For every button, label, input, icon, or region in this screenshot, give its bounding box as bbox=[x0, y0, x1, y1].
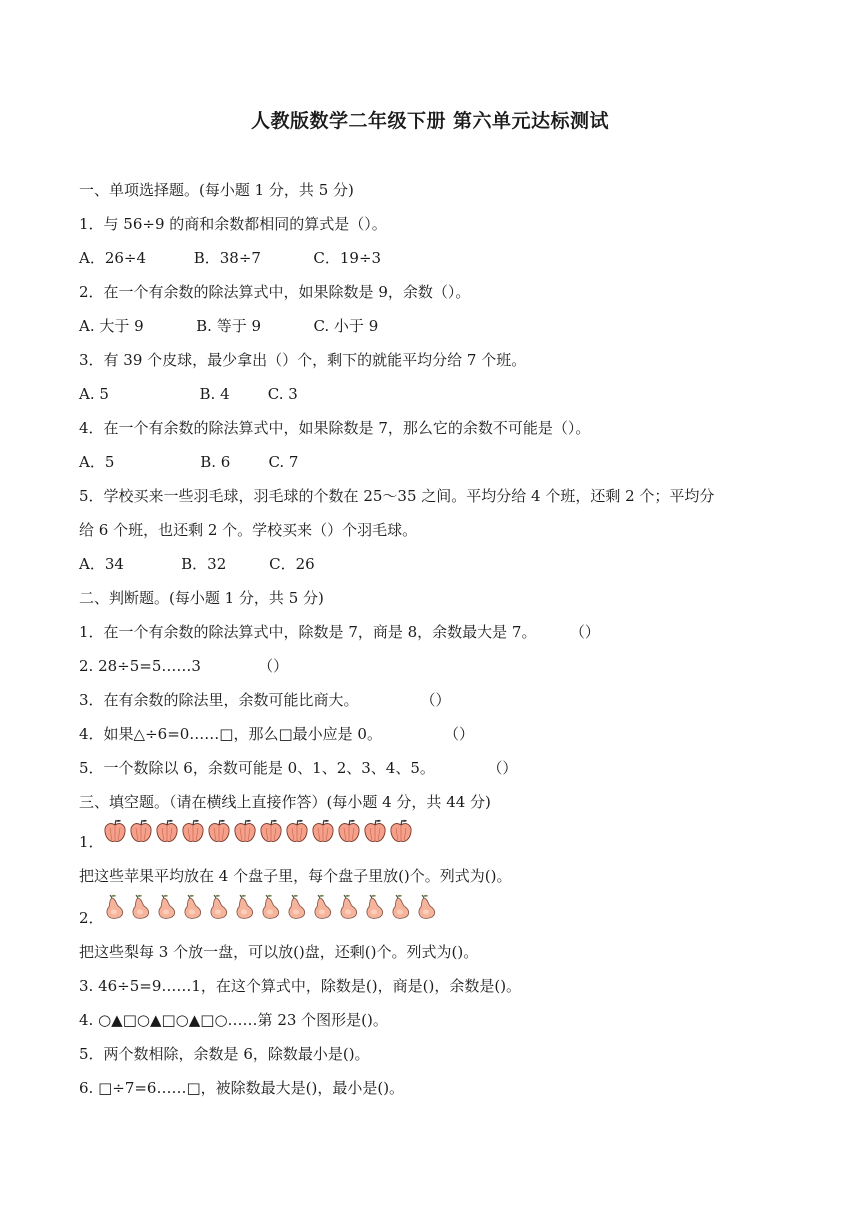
pear-icon bbox=[259, 894, 283, 920]
apple-icon bbox=[363, 818, 387, 844]
section-3-heading: 三、填空题。（请在横线上直接作答）(每小题 4 分，共 44 分) bbox=[79, 793, 491, 811]
fill-question-line: 6. □÷7=6……□，被除数最大是()，最小是()。 bbox=[79, 1079, 405, 1097]
pear-icon bbox=[389, 894, 413, 920]
apple-icon bbox=[233, 818, 257, 844]
judgement-line: 1．在一个有余数的除法算式中，除数是 7，商是 8，余数最大是 7。 （） bbox=[79, 623, 600, 641]
question-line: 3．有 39 个皮球，最少拿出（）个，剩下的就能平均分给 7 个班。 bbox=[79, 351, 527, 369]
apple-icon bbox=[103, 818, 127, 844]
question-line: 1．与 56÷9 的商和余数都相同的算式是（）。 bbox=[79, 215, 387, 233]
apple-icon bbox=[389, 818, 413, 844]
fill-question-line: 把这些梨每 3 个放一盘，可以放()盘，还剩()个。列式为()。 bbox=[79, 943, 479, 961]
document-title: 人教版数学二年级下册 第六单元达标测试 bbox=[250, 110, 610, 132]
section-2-heading: 二、判断题。(每小题 1 分，共 5 分) bbox=[79, 589, 324, 607]
apple-icon bbox=[207, 818, 231, 844]
fill-question-number: 2． bbox=[79, 909, 104, 927]
options-line: A．26÷4 B．38÷7 C．19÷3 bbox=[79, 249, 382, 267]
apple-icon bbox=[285, 818, 309, 844]
apple-icon bbox=[337, 818, 361, 844]
pear-icon bbox=[181, 894, 205, 920]
options-line: A．5 B. 6 C. 7 bbox=[79, 453, 299, 471]
question-line: 5．学校买来一些羽毛球，羽毛球的个数在 25～35 之间。平均分给 4 个班，还剩 2 个；平均分 bbox=[79, 487, 715, 505]
pear-icon bbox=[311, 894, 335, 920]
pear-icon bbox=[363, 894, 387, 920]
apple-icon bbox=[181, 818, 205, 844]
fill-question-line: 把这些苹果平均放在 4 个盘子里，每个盘子里放()个。列式为()。 bbox=[79, 867, 512, 885]
pear-icon bbox=[129, 894, 153, 920]
apple-row bbox=[103, 818, 413, 844]
pear-icon bbox=[233, 894, 257, 920]
pear-icon bbox=[337, 894, 361, 920]
fill-question-line: 5．两个数相除，余数是 6，除数最小是()。 bbox=[79, 1045, 370, 1063]
apple-icon bbox=[259, 818, 283, 844]
section-1-heading: 一、单项选择题。(每小题 1 分，共 5 分) bbox=[79, 181, 354, 199]
judgement-line: 5．一个数除以 6，余数可能是 0、1、2、3、4、5。 （） bbox=[79, 759, 518, 777]
options-line: A. 大于 9 B. 等于 9 C. 小于 9 bbox=[79, 317, 379, 335]
pear-row bbox=[103, 894, 439, 920]
question-line-continued: 给 6 个班，也还剩 2 个。学校买来（）个羽毛球。 bbox=[79, 521, 418, 539]
options-line: A．34 B．32 C．26 bbox=[79, 555, 315, 573]
fill-question-number: 1． bbox=[79, 833, 104, 851]
question-line: 2．在一个有余数的除法算式中，如果除数是 9，余数（）。 bbox=[79, 283, 471, 301]
judgement-line: 3．在有余数的除法里，余数可能比商大。 （） bbox=[79, 691, 451, 709]
question-line: 4．在一个有余数的除法算式中，如果除数是 7，那么它的余数不可能是（）。 bbox=[79, 419, 591, 437]
judgement-line: 4．如果△÷6=0……□，那么□最小应是 0。 （） bbox=[79, 725, 474, 743]
pear-icon bbox=[155, 894, 179, 920]
apple-icon bbox=[311, 818, 335, 844]
pear-icon bbox=[103, 894, 127, 920]
fill-question-line: 4. ○▲□○▲□○▲□○……第 23 个图形是()。 bbox=[79, 1011, 388, 1029]
apple-icon bbox=[155, 818, 179, 844]
fill-question-line: 3. 46÷5=9……1，在这个算式中，除数是()，商是()，余数是()。 bbox=[79, 977, 522, 995]
pear-icon bbox=[415, 894, 439, 920]
apple-icon bbox=[129, 818, 153, 844]
options-line: A. 5 B. 4 C. 3 bbox=[79, 385, 298, 403]
pear-icon bbox=[285, 894, 309, 920]
judgement-line: 2. 28÷5=5……3 （） bbox=[79, 657, 289, 675]
pear-icon bbox=[207, 894, 231, 920]
